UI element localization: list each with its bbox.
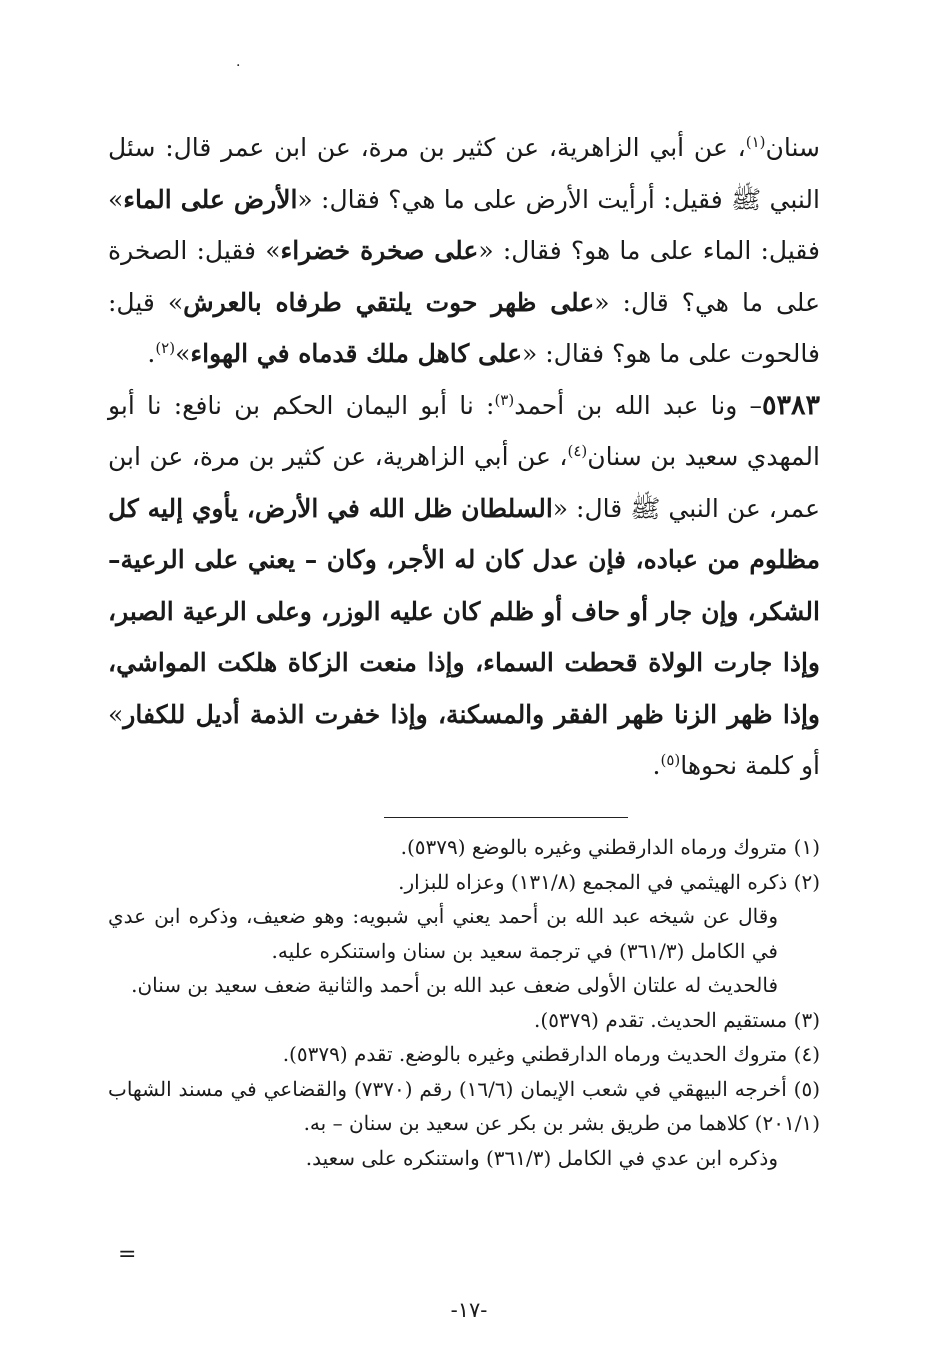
hadith-text-bold: على كاهل ملك قدماه في الهواء [190, 339, 522, 368]
footnote-ref: (٥) [660, 751, 681, 769]
footnote-1: (١) متروك ورماه الدارقطني وغيره بالوضع (٥٣٧٩). [400, 835, 820, 859]
footnote-2-continuation: فالحديث له علتان الأولى ضعف عبد الله بن أحمد والثانية ضعف سعيد بن سنان. [131, 973, 778, 997]
continuation-mark: = [118, 1242, 137, 1267]
paragraph-hadith-5383: ٥٣٨٣– ونا عبد الله بن أحمد$^{(٣)}$: نا أبو اليمان الحكم بن نافع: نا أبو المهدي سعيد بن سنان$^{(٤)}$، عن أبي الزاهرية، عن كثير بن مرة، عن ابن عمر، عن النبي ﷺ قال: «السلطان ظل الله في الأرض، يأوي إليه كل مظلوم من عباده، فإن عدل كان له الأجر، وكان – يعني على الرعية– الشكر، وإن جار أو حاف أو ظلم كان عليه الوزر، وعلى الرعية الصبر، وإذا جارت الولاة قحطت السماء، وإذا منعت الزكاة هلكت المواشي، وإذا ظهر الزنا ظهر الفقر والمسكنة، وإذا خفرت الذمة أديل للكفار» أو كلمة نحوها$^{(٥)}$. [108, 389, 820, 780]
footnote-ref: (٢) [155, 339, 176, 357]
footnote-3: (٣) مستقيم الحديث. تقدم (٥٣٧٩). [534, 1007, 820, 1032]
footnote-2-continuation: وقال عن شيخه عبد الله بن أحمد يعني أبي شبويه: وهو ضعيف، وذكره ابن عدي في الكامل (٣٦١/٣) في ترجمة سعيد بن سنان واستنكره عليه. [108, 904, 778, 963]
footnote-5: (٥) أخرجه البيهقي في شعب الإيمان (١٦/٦) رقم (٧٣٧٠) والقضاعي في مسند الشهاب (٢٠١/١) كلاهما من طريق بشر بن بكر عن سعيد بن سنان – به. [108, 1076, 820, 1135]
footnotes-block [108, 830, 820, 1175]
footnote-divider [384, 817, 628, 818]
paragraph-hadith-5382-continuation: سنان$^{(١)}$، عن أبي الزاهرية، عن كثير بن مرة، عن ابن عمر قال: سئل النبي ﷺ فقيل: أرأيت الأرض على ما هي؟ فقال: «الأرض على الماء» فقيل: الماء على ما هو؟ فقال: «على صخرة خضراء» فقيل: الصخرة على ما هي؟ قال: «على ظهر حوت يلتقي طرفاه بالعرش» قيل: فالحوت على ما هو؟ فقال: «على كاهل ملك قدماه في الهواء»$^{(٢)}$. [108, 133, 821, 368]
footnote-ref: (٣) [494, 390, 515, 409]
footnote-ref: (١) [745, 133, 766, 151]
footnote-4: (٤) متروك الحديث ورماه الدارقطني وغيره بالوضع. تقدم (٥٣٧٩). [282, 1042, 820, 1066]
footnote-2: (٢) ذكره الهيثمي في المجمع (١٣١/٨) وعزاه للبزار. [398, 869, 820, 894]
hadith-text-bold: السلطان ظل الله في الأرض، يأوي إليه كل مظلوم من عباده، فإن عدل كان له الأجر، وكان – يعني على الرعية– الشكر، وإن جار أو حاف أو ظلم كان عليه الوزر، وعلى الرعية الصبر، وإذا جارت الولاة قحطت السماء، وإذا منعت الزكاة هلكت المواشي، وإذا ظهر الزنا ظهر الفقر والمسكنة، وإذا خفرت الذمة أديل للكفار [108, 493, 820, 729]
hadith-text-bold: على صخرة خضراء [280, 236, 479, 265]
page-number: -١٧- [450, 1298, 488, 1322]
footnote-5-continuation: وذكره ابن عدي في الكامل (٣٦١/٣) واستنكره على سعيد. [305, 1145, 778, 1170]
footnote-ref: (٤) [567, 442, 588, 460]
hadith-text-bold: على ظهر حوت يلتقي طرفاه بالعرش [183, 287, 595, 317]
hadith-number: ٥٣٨٣ [761, 389, 820, 421]
main-text-block [108, 122, 820, 792]
stray-dot-mark: · [236, 58, 241, 74]
hadith-text-bold: الأرض على الماء [123, 184, 298, 214]
